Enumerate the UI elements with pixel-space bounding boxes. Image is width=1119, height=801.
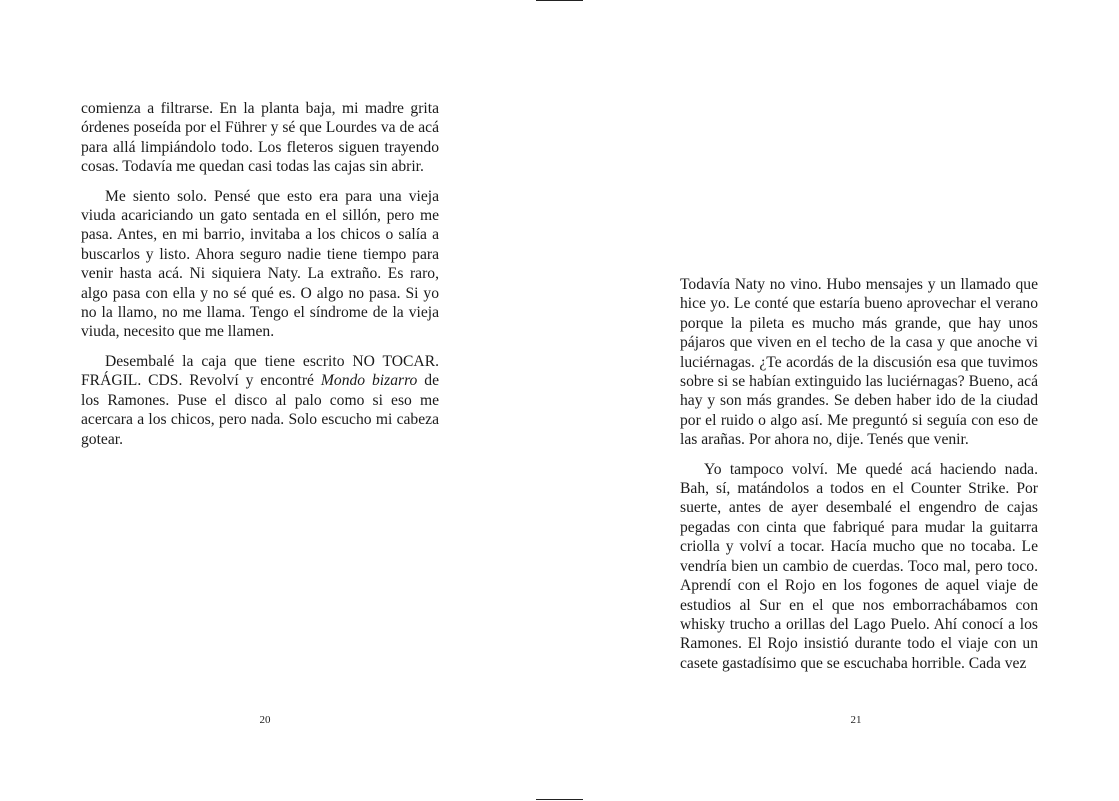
right-page-text [680,275,1038,683]
page-number: 21 [850,714,862,726]
left-page-text [81,99,439,459]
album-title: Mondo bizarro [320,372,418,390]
paragraph [81,352,439,449]
paragraph: Yo tampoco volví. Me quedé acá haciendo nada. Bah, sí, matándolos a todos en el Counter Strike. Por suerte, antes de ayer desembalé el engendro de cajas pegadas con cinta que fabriqué para mudar la guitarra criolla y volví a tocar. Hacía mucho que no tocaba. Le vendría bien un cambio de cuerdas. Toco mal, pero toco. Aprendí con el Rojo en los fogones de aquel viaje de estudios al Sur en el que nos emborrachábamos con whisky trucho a orillas del Lago Puelo. Ahí conocí a los Ramones. El Rojo insistió durante todo el viaje con un casete gastadísimo que se escuchaba horrible. Cada vez [680,460,1038,672]
page-number: 20 [259,714,271,726]
bottom-center-crop-mark [536,799,583,800]
right-page [560,0,1119,801]
paragraph-text: Desembalé la caja que tiene escrito NO TOCAR. FRÁGIL. CDS. Revolví y encontré [81,352,439,390]
paragraph-text: de los Ramones. Puse el disco al palo como si eso me acercara a los chicos, pero nada. Solo escucho mi cabeza gotear. [81,372,439,448]
paragraph: Me siento solo. Pensé que esto era para una vieja viuda acariciando un gato sentada en el sillón, pero me pasa. Antes, en mi barrio, invitaba a los chicos o salía a buscarlos y listo. Ahora seguro nadie tiene tiempo para venir hasta acá. Ni siquiera Naty. La extraño. Es raro, algo pasa con ella y no sé qué es. O algo no pasa. Si yo no la llamo, no me llama. Tengo el síndrome de la vieja viuda, necesito que me llamen. [81,187,439,341]
paragraph: comienza a filtrarse. En la planta baja, mi madre grita órdenes poseída por el Führer y sé que Lourdes va de acá para allá limpiándolo todo. Los fleteros siguen trayendo cosas. Todavía me quedan casi todas las cajas sin abrir. [81,100,439,176]
paragraph: Todavía Naty no vino. Hubo mensajes y un llamado que hice yo. Le conté que estaría bueno aprovechar el verano porque la pileta es mucho más grande, que hay unos pájaros que viven en el techo de la casa y que anoche vi luciérnagas. ¿Te acordás de la discusión esa que tuvimos sobre si se habían extinguido las luciérnagas? Bueno, acá hay y son más grandes. Se deben haber ido de la ciudad por el ruido o algo así. Me preguntó si seguía con eso de las arañas. Por ahora no, dije. Tenés que venir. [680,276,1038,449]
